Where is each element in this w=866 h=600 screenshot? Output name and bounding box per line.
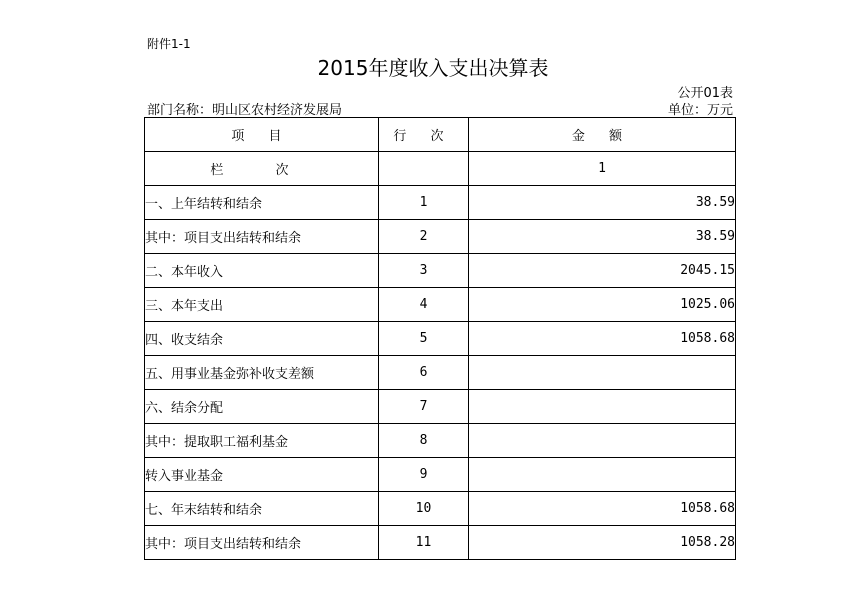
unit-label: 单位：万元 <box>667 103 733 118</box>
row-number: 8 <box>379 424 469 458</box>
header-item: 项 目 <box>145 118 379 152</box>
table-header-row <box>145 118 736 152</box>
row-number: 5 <box>379 322 469 356</box>
row-amount: 2045.15 <box>469 254 736 288</box>
column-index-row-cell <box>379 152 469 186</box>
table-row <box>145 458 736 492</box>
row-amount: 1058.28 <box>469 526 736 560</box>
row-item: 其中：提取职工福利基金 <box>145 424 379 458</box>
form-code: 公开01表 <box>677 86 733 101</box>
header-row-number: 行 次 <box>379 118 469 152</box>
row-number: 1 <box>379 186 469 220</box>
row-item: 二、本年收入 <box>145 254 379 288</box>
table-row <box>145 186 736 220</box>
table-row <box>145 492 736 526</box>
header-amount: 金 额 <box>469 118 736 152</box>
row-amount: 38.59 <box>469 186 736 220</box>
row-amount <box>469 458 736 492</box>
report-title: 2015年度收入支出决算表 <box>317 56 549 80</box>
column-index-row <box>145 152 736 186</box>
table-row <box>145 390 736 424</box>
row-amount <box>469 424 736 458</box>
row-number: 11 <box>379 526 469 560</box>
department-name: 部门名称：明山区农村经济发展局 <box>147 103 343 118</box>
attachment-label: 附件1-1 <box>147 37 191 51</box>
row-number: 4 <box>379 288 469 322</box>
row-amount: 1058.68 <box>469 322 736 356</box>
row-item: 七、年末结转和结余 <box>145 492 379 526</box>
table-row <box>145 254 736 288</box>
table-row <box>145 526 736 560</box>
row-amount: 1058.68 <box>469 492 736 526</box>
column-index-amount: 1 <box>469 152 736 186</box>
row-item: 五、用事业基金弥补收支差额 <box>145 356 379 390</box>
row-item: 三、本年支出 <box>145 288 379 322</box>
row-number: 9 <box>379 458 469 492</box>
budget-table <box>144 117 736 560</box>
row-item: 一、上年结转和结余 <box>145 186 379 220</box>
row-amount: 38.59 <box>469 220 736 254</box>
row-number: 6 <box>379 356 469 390</box>
row-number: 3 <box>379 254 469 288</box>
row-item: 转入事业基金 <box>145 458 379 492</box>
column-index-label: 栏 次 <box>145 152 379 186</box>
table-row <box>145 424 736 458</box>
row-item: 四、收支结余 <box>145 322 379 356</box>
table-row <box>145 356 736 390</box>
row-item: 六、结余分配 <box>145 390 379 424</box>
row-item: 其中：项目支出结转和结余 <box>145 220 379 254</box>
row-number: 10 <box>379 492 469 526</box>
row-number: 2 <box>379 220 469 254</box>
row-amount <box>469 390 736 424</box>
table-row <box>145 220 736 254</box>
row-amount <box>469 356 736 390</box>
row-item: 其中：项目支出结转和结余 <box>145 526 379 560</box>
table-row <box>145 322 736 356</box>
table-row <box>145 288 736 322</box>
row-number: 7 <box>379 390 469 424</box>
row-amount: 1025.06 <box>469 288 736 322</box>
